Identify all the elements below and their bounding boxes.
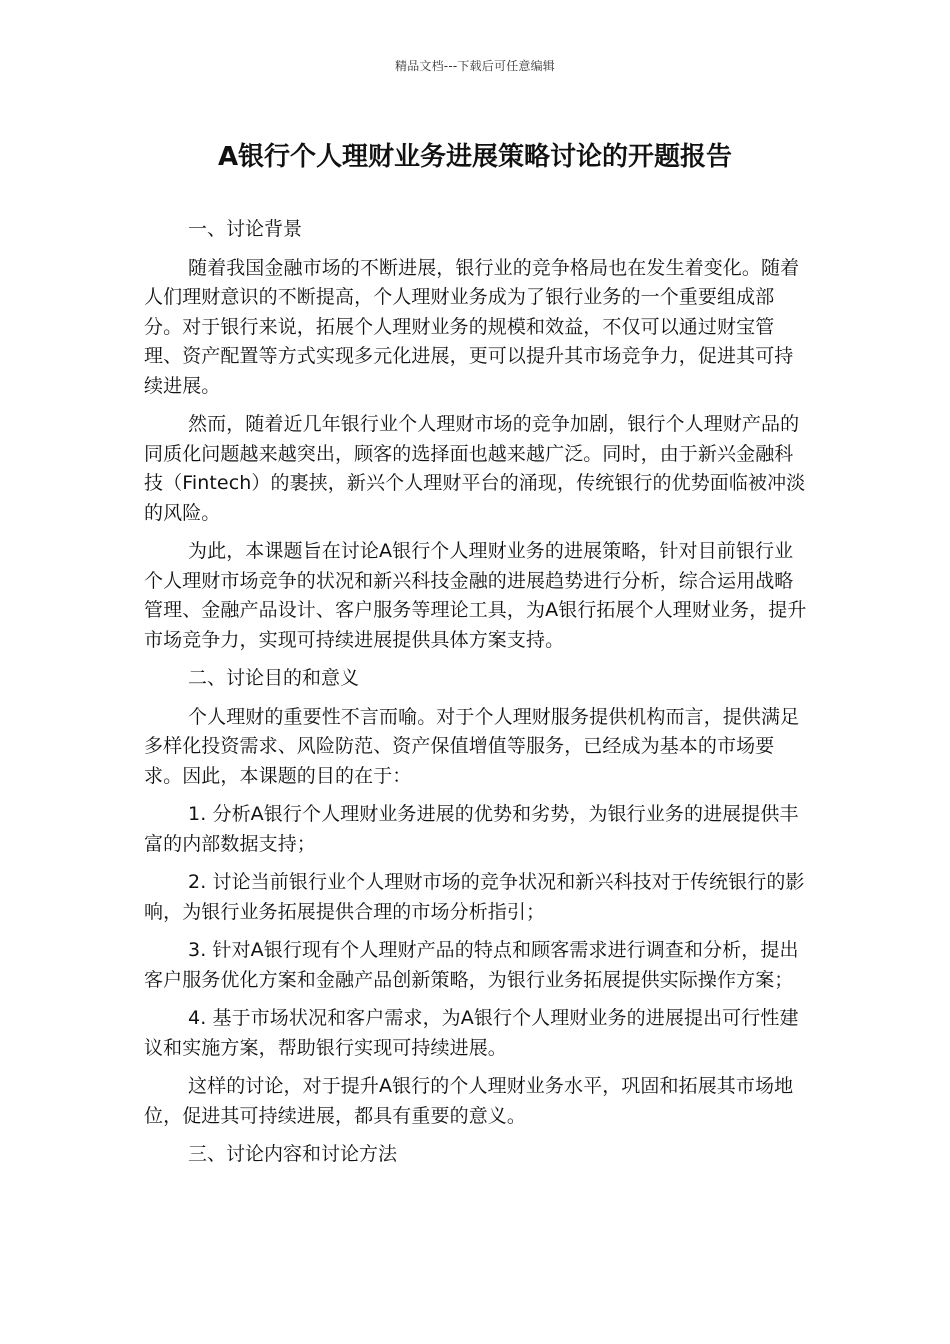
paragraph: 为此，本课题旨在讨论A银行个人理财业务的进展策略，针对目前银行业个人理财市场竞争的状况和新兴科技金融的进展趋势进行分析，综合运用战略管理、金融产品设计、客户服务等理论工具，为A银行拓展个人理财业务，提升市场竞争力，实现可持续进展提供具体方案支持。 [144,540,807,651]
list-item: 1. 分析A银行个人理财业务进展的优势和劣势，为银行业务的进展提供丰富的内部数据支持； [144,803,799,855]
paragraph: 随着我国金融市场的不断进展，银行业的竞争格局也在发生着变化。随着人们理财意识的不断提高，个人理财业务成为了银行业务的一个重要组成部分。对于银行来说，拓展个人理财业务的规模和效益，不仅可以通过财宝管理、资产配置等方式实现多元化进展，更可以提升其市场竞争力，促进其可持续进展。 [144,256,800,397]
paragraph: 个人理财的重要性不言而喻。对于个人理财服务提供机构而言，提供满足多样化投资需求、风险防范、资产保值增值等服务，已经成为基本的市场要求。因此，本课题的目的在于： [144,705,800,787]
document-title: A银行个人理财业务进展策略讨论的开题报告 [217,142,733,172]
section-heading-methods: 三、讨论内容和讨论方法 [188,1143,398,1165]
paragraph: 这样的讨论，对于提升A银行的个人理财业务水平，巩固和拓展其市场地位，促进其可持续进展，都具有重要的意义。 [144,1075,794,1127]
document-body [144,215,808,1179]
section-heading-purpose: 二、讨论目的和意义 [188,667,360,689]
paragraph: 然而，随着近几年银行业个人理财市场的竞争加剧，银行个人理财产品的同质化问题越来越突出，顾客的选择面也越来越广泛。同时，由于新兴金融科技（Fintech）的裹挟，新兴个人理财平台的涌现，传统银行的优势面临被冲淡的风险。 [144,413,806,524]
header-note: 精品文档---下载后可任意编辑 [395,59,555,73]
section-heading-background: 一、讨论背景 [188,218,303,240]
list-item: 3. 针对A银行现有个人理财产品的特点和顾客需求进行调查和分析，提出客户服务优化方案和金融产品创新策略，为银行业务拓展提供实际操作方案； [144,939,799,991]
list-item: 4. 基于市场状况和客户需求，为A银行个人理财业务的进展提出可行性建议和实施方案，帮助银行实现可持续进展。 [144,1007,799,1059]
list-item: 2. 讨论当前银行业个人理财市场的竞争状况和新兴科技对于传统银行的影响，为银行业务拓展提供合理的市场分析指引； [144,871,805,923]
